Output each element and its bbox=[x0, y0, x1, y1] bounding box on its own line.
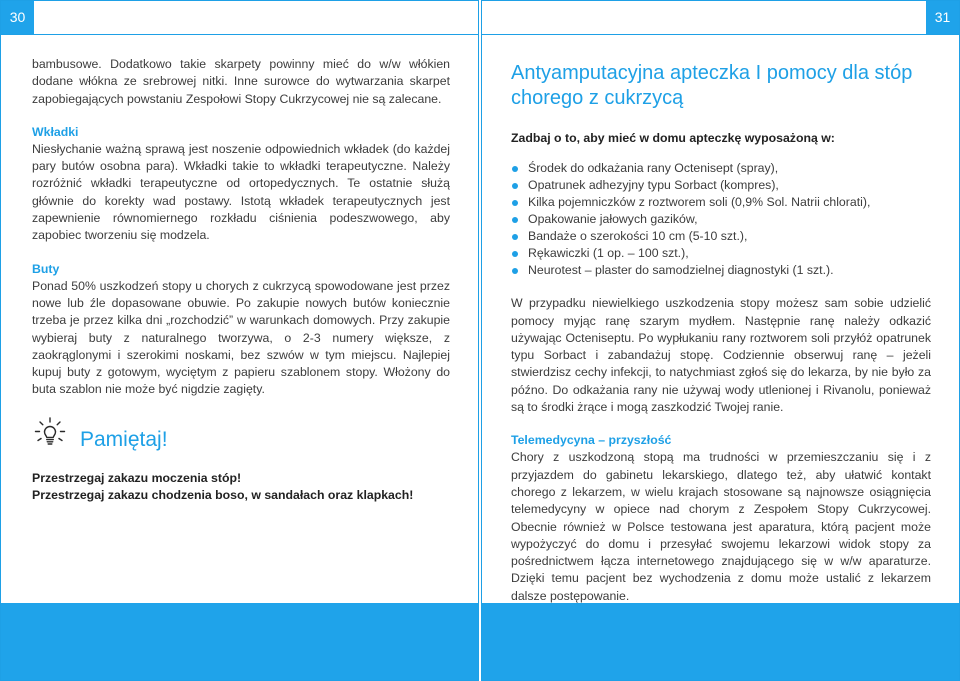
list-item: Bandaże o szerokości 10 cm (5-10 szt.), bbox=[511, 228, 931, 245]
right-page bbox=[481, 0, 960, 681]
lightbulb-icon bbox=[32, 415, 68, 456]
list-item: Kilka pojemniczków z roztworem soli (0,9% Sol. Natrii chlorati), bbox=[511, 194, 931, 211]
top-bar bbox=[482, 1, 959, 35]
page-number: 30 bbox=[1, 1, 34, 34]
injury-paragraph: W przypadku niewielkiego uszkodzenia stopy możesz sam sobie udzielić pomocy myjąc ranę szarym mydłem. Następnie ranę należy odkazić używając Octeniseptu. Po wypłukaniu rany roztworem soli przyłóż opatrunek typu Sorbact i zabandażuj stopę. Codziennie obserwuj ranę – jeżeli stwierdzisz cechy infekcji, to natychmiast zgłoś się do lekarza, by nie było za późno. Do odkażania rany nie używaj wody utlenionej i Rivanolu, ponieważ są to środki żrące i mogą zaszkodzić Twojej ranie. bbox=[511, 296, 931, 415]
remember-title: Pamiętaj! bbox=[80, 427, 168, 451]
list-item: Rękawiczki (1 op. – 100 szt.), bbox=[511, 245, 931, 262]
top-bar bbox=[1, 1, 478, 35]
warning-line-1: Przestrzegaj zakazu moczenia stóp! bbox=[32, 470, 242, 485]
page-number: 31 bbox=[926, 1, 959, 34]
shoes-heading: Buty bbox=[32, 261, 60, 276]
list-item: Neurotest – plaster do samodzielnej diagnostyki (1 szt.). bbox=[511, 262, 931, 279]
left-page bbox=[0, 0, 479, 681]
remember-box bbox=[32, 416, 450, 456]
bottom-bar bbox=[482, 603, 959, 680]
bottom-bar bbox=[1, 603, 478, 680]
telemedicine-paragraph: Chory z uszkodzoną stopą ma trudności w przemieszczaniu się i z przyjazdem do gabinetu lekarskiego, dlatego też, aby ułatwić kontakt chorego z lekarzem, w wielu krajach stosowane są najnowsze osiągnięcia telemedycyny w opiece nad chorym z Zespołem Stopy Cukrzycowej. Obecnie również w Polsce testowana jest aparatura, którą pacjent może wypożyczyć do domu i przesyłać swojemu lekarzowi widok stopy za pośrednictwem łącza internetowego znajdującego się w w/w aparaturze. Dzięki temu pacjent bez wychodzenia z domu może ustalić z lekarzem dalsze postępowanie. bbox=[511, 450, 931, 603]
warning-line-2: Przestrzegaj zakazu chodzenia boso, w sandałach oraz klapkach! bbox=[32, 487, 414, 502]
insoles-heading: Wkładki bbox=[32, 124, 79, 139]
page-title: Antyamputacyjna apteczka I pomocy dla stóp chorego z cukrzycą bbox=[511, 62, 913, 109]
list-item: Opatrunek adhezyjny typu Sorbact (kompres), bbox=[511, 177, 931, 194]
kit-list bbox=[511, 160, 931, 279]
intro-paragraph: bambusowe. Dodatkowo takie skarpety powinny mieć do w/w włókien dodane włókna ze srebrowej nitki. Inne surowce do wytwarzania skarpet zapobiegających powstaniu Zespołowi Stopy Cukrzycowej nie są zalecane. bbox=[32, 57, 450, 106]
list-item: Środek do odkażania rany Octenisept (spray), bbox=[511, 160, 931, 177]
telemedicine-heading: Telemedycyna – przyszłość bbox=[511, 433, 672, 448]
left-content bbox=[32, 56, 450, 504]
list-item: Opakowanie jałowych gazików, bbox=[511, 211, 931, 228]
shoes-paragraph: Ponad 50% uszkodzeń stopy u chorych z cukrzycą spowodowane jest przez nowe lub źle dopasowane obuwie. Po zakupie nowych butów koniecznie trzeba je przez kilka dni „rozchodzić” w warunkach domowych. Przy zakupie wybieraj buty z naturalnego tworzywa, o 2-3 numery większe, z zaokrąglonymi i szerokimi noskami, bez szwów w tym miejscu. Najlepiej kupuj buty z gotowym, wyciętym z papieru szablonem stopy. Włożony do buta szablon nie może być nigdzie zagięty. bbox=[32, 278, 450, 397]
kit-subtitle: Zadbaj o to, aby mieć w domu apteczkę wyposażoną w: bbox=[511, 131, 835, 145]
right-content bbox=[511, 61, 931, 605]
insoles-paragraph: Niesłychanie ważną sprawą jest noszenie odpowiednich wkładek (do każdej pary butów osobna para). Wkładki takie to wkładki terapeutyczne. Należy rozróżnić wkładki terapeutyczne od ortopedycznych. Te ostatnie służą głównie do korekty wad postawy. Istotą wkładek terapeutycznych jest zapewnienie równomiernego rozkładu ciśnienia podeszwowego, aby zapobiec tworzeniu się modzela. bbox=[32, 141, 450, 243]
